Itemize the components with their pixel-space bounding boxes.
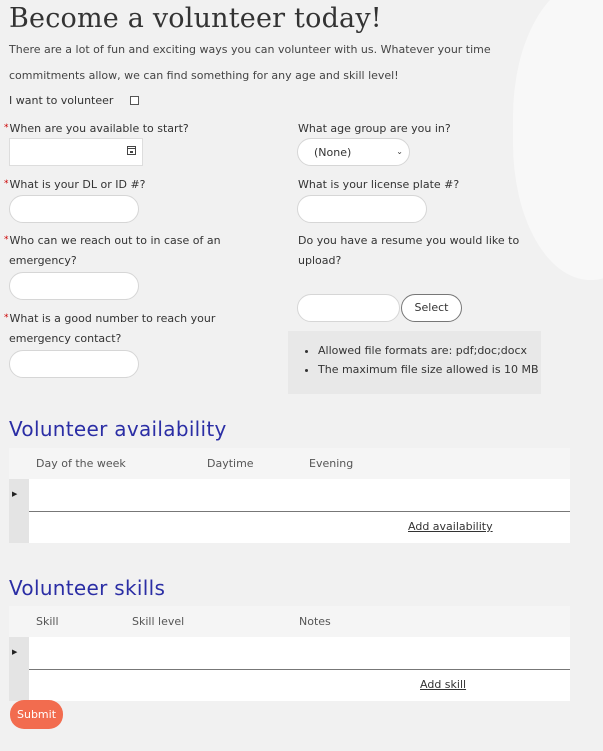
- add-availability-link[interactable]: Add availability: [408, 520, 493, 533]
- resume-label-2: upload?: [298, 254, 342, 267]
- intro-text-line-2: commitments allow, we can find something for any age and skill level!: [9, 69, 399, 82]
- row-selector-column: [9, 479, 29, 543]
- age-group-select[interactable]: [297, 138, 410, 166]
- availability-grid: [9, 448, 570, 543]
- row-divider: [29, 669, 570, 670]
- emergency-phone-label-1: [4, 312, 215, 325]
- resume-file-input[interactable]: [297, 294, 400, 322]
- row-selector-column: [9, 637, 29, 701]
- add-skill-link[interactable]: Add skill: [420, 678, 467, 691]
- select-file-button[interactable]: Select: [401, 294, 462, 322]
- chevron-down-icon: ⌄: [396, 147, 403, 156]
- license-plate-input[interactable]: [297, 195, 427, 223]
- dl-id-label: [4, 178, 146, 191]
- age-group-value: (None): [314, 146, 352, 159]
- column-header-skill[interactable]: Skill: [36, 615, 59, 628]
- background-shape: [513, 0, 603, 280]
- resume-label-1: Do you have a resume you would like to: [298, 234, 520, 247]
- start-date-label-text: When are you available to start?: [9, 122, 189, 135]
- emergency-contact-label-text: Who can we reach out to in case of an: [9, 234, 221, 247]
- intro-text-line-1: There are a lot of fun and exciting ways you can volunteer with us. Whatever your time: [9, 43, 491, 56]
- file-format-rule: • Allowed file formats are: pdf;doc;docx: [318, 341, 541, 360]
- emergency-contact-input[interactable]: [9, 272, 139, 300]
- availability-heading: Volunteer availability: [9, 417, 227, 441]
- emergency-phone-input[interactable]: [9, 350, 139, 378]
- start-date-input[interactable]: [9, 138, 143, 166]
- emergency-contact-label-1: [4, 234, 221, 247]
- row-pointer-icon[interactable]: ▶: [12, 490, 18, 498]
- skills-grid: [9, 606, 570, 701]
- table-row[interactable]: [29, 637, 570, 669]
- row-pointer-icon[interactable]: ▶: [12, 648, 18, 656]
- submit-button[interactable]: Submit: [10, 700, 63, 729]
- required-marker: *: [4, 235, 9, 245]
- column-header-notes[interactable]: Notes: [299, 615, 331, 628]
- dl-id-input[interactable]: [9, 195, 139, 223]
- skills-grid-header: [9, 606, 570, 637]
- emergency-phone-label-text: What is a good number to reach your: [9, 312, 216, 325]
- column-header-daytime[interactable]: Daytime: [207, 457, 254, 470]
- table-row[interactable]: [29, 479, 570, 511]
- required-marker: *: [4, 123, 9, 133]
- column-header-skill-level[interactable]: Skill level: [132, 615, 185, 628]
- column-header-evening[interactable]: Evening: [309, 457, 354, 470]
- license-plate-label: What is your license plate #?: [298, 178, 460, 191]
- dl-id-label-text: What is your DL or ID #?: [9, 178, 146, 191]
- required-marker: *: [4, 313, 9, 323]
- volunteer-checkbox-label: I want to volunteer: [9, 94, 114, 107]
- availability-grid-header: [9, 448, 570, 479]
- start-date-label: [4, 122, 189, 135]
- age-group-label: What age group are you in?: [298, 122, 451, 135]
- skills-heading: Volunteer skills: [9, 576, 166, 600]
- volunteer-checkbox[interactable]: [130, 96, 139, 105]
- row-divider: [29, 511, 570, 512]
- emergency-phone-label-2: emergency contact?: [9, 332, 122, 345]
- required-marker: *: [4, 179, 9, 189]
- page-title: Become a volunteer today!: [9, 3, 382, 34]
- column-header-day[interactable]: Day of the week: [36, 457, 126, 470]
- calendar-icon[interactable]: [127, 146, 136, 155]
- emergency-contact-label-2: emergency?: [9, 254, 77, 267]
- file-rules-box: [288, 331, 541, 394]
- file-size-rule: • The maximum file size allowed is 10 MB: [318, 360, 541, 379]
